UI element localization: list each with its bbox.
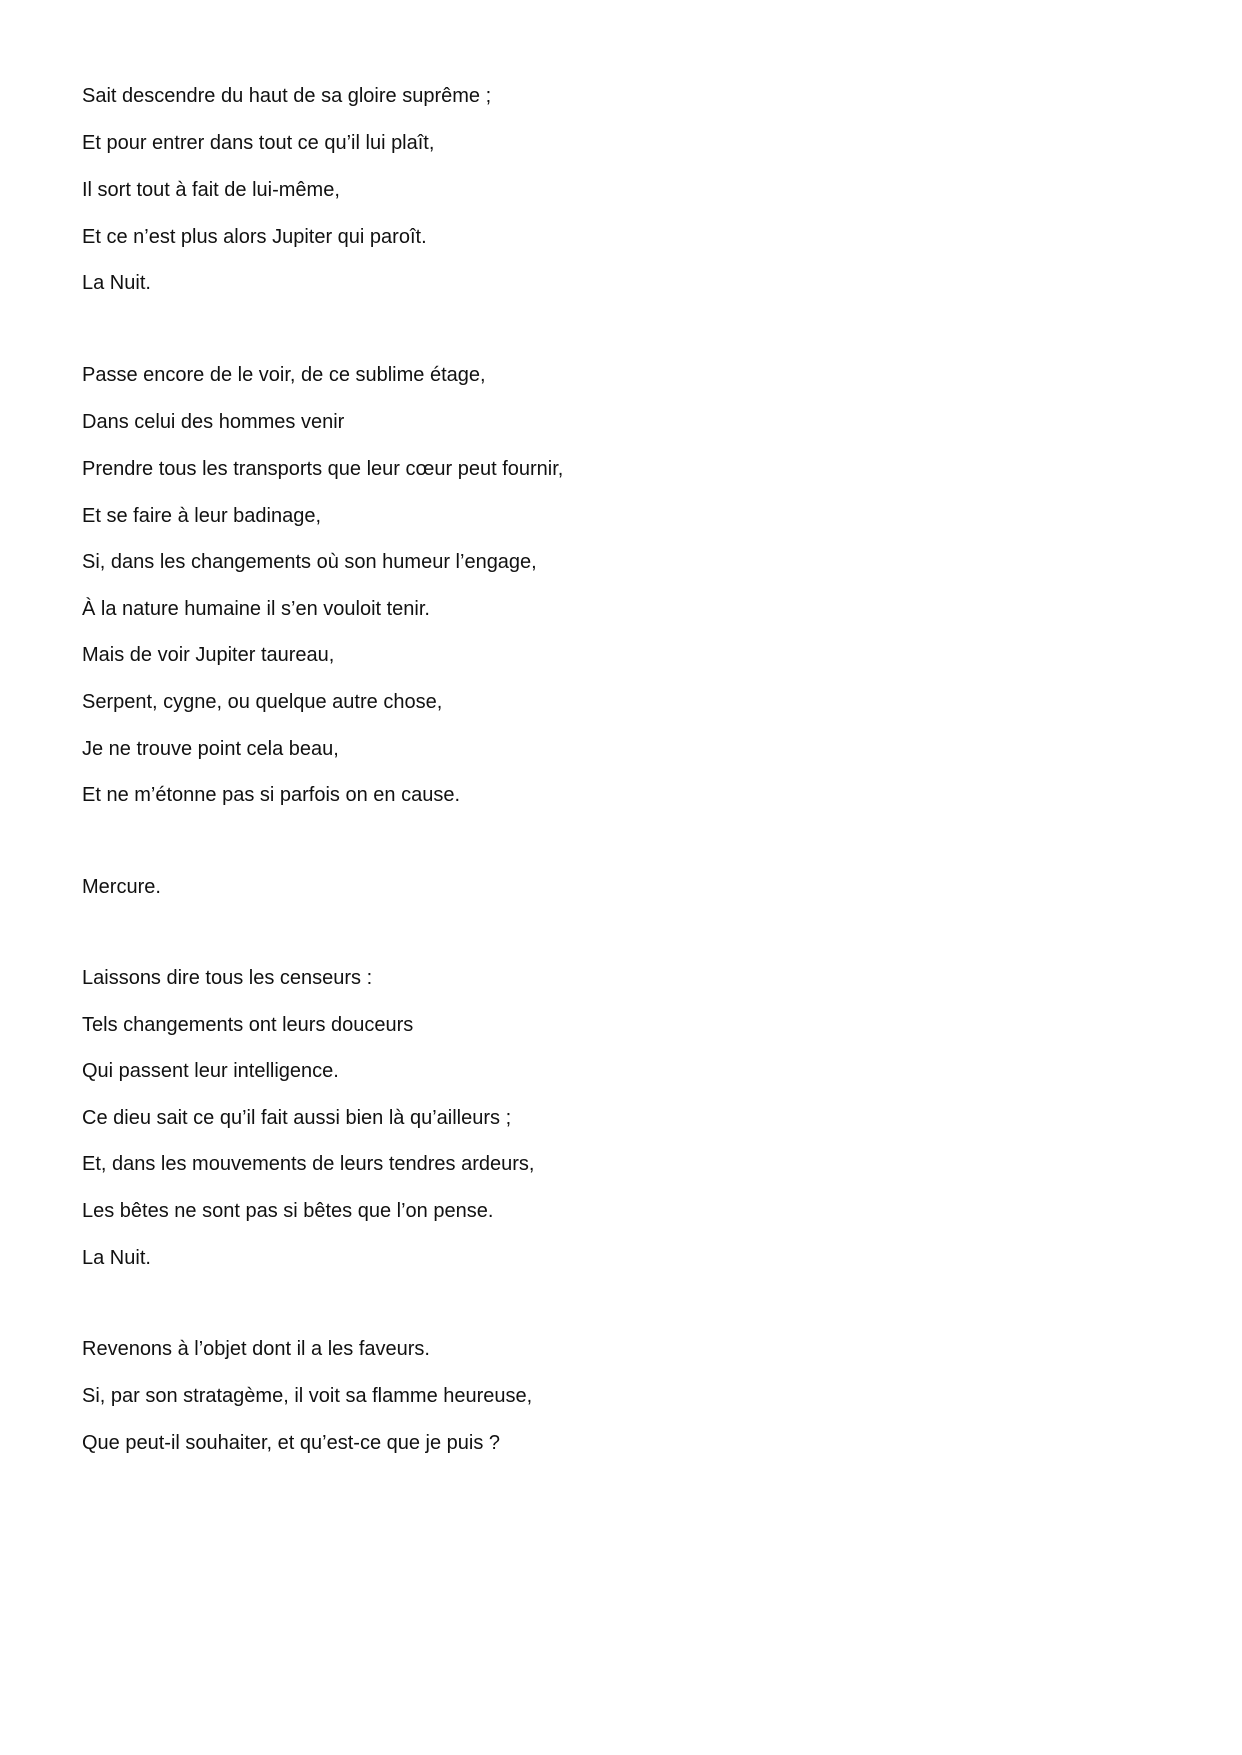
text-line: À la nature humaine il s’en vouloit tenir. bbox=[82, 598, 430, 620]
text-line: Serpent, cygne, ou quelque autre chose, bbox=[82, 691, 443, 713]
text-line: Et se faire à leur badinage, bbox=[82, 505, 322, 527]
text-line: Et, dans les mouvements de leurs tendres ardeurs, bbox=[82, 1153, 535, 1175]
text-line: Sait descendre du haut de sa gloire suprême ; bbox=[82, 85, 492, 107]
text-line: Mais de voir Jupiter taureau, bbox=[82, 644, 335, 666]
text-line: Revenons à l’objet dont il a les faveurs. bbox=[82, 1338, 430, 1360]
text-line: Et ne m’étonne pas si parfois on en cause. bbox=[82, 784, 461, 806]
text-line: Il sort tout à fait de lui-même, bbox=[82, 179, 340, 201]
text-line: Ce dieu sait ce qu’il fait aussi bien là qu’ailleurs ; bbox=[82, 1107, 512, 1129]
text-line: Prendre tous les transports que leur cœur peut fournir, bbox=[82, 458, 564, 480]
text-line: Qui passent leur intelligence. bbox=[82, 1060, 339, 1082]
text-line: Que peut-il souhaiter, et qu’est-ce que je puis ? bbox=[82, 1432, 501, 1454]
text-line: Si, dans les changements où son humeur l’engage, bbox=[82, 551, 537, 573]
speaker-name: La Nuit. bbox=[82, 1247, 151, 1269]
text-line: Dans celui des hommes venir bbox=[82, 411, 345, 433]
speaker-name: La Nuit. bbox=[82, 272, 151, 294]
text-line: Tels changements ont leurs douceurs bbox=[82, 1014, 414, 1036]
text-line: Et pour entrer dans tout ce qu’il lui plaît, bbox=[82, 132, 435, 154]
text-line: Si, par son stratagème, il voit sa flamme heureuse, bbox=[82, 1385, 533, 1407]
text-line: Je ne trouve point cela beau, bbox=[82, 738, 339, 760]
text-line: Et ce n’est plus alors Jupiter qui paroît. bbox=[82, 226, 427, 248]
text-line: Laissons dire tous les censeurs : bbox=[82, 967, 373, 989]
speaker-name: Mercure. bbox=[82, 876, 161, 898]
text-line: Passe encore de le voir, de ce sublime étage, bbox=[82, 364, 486, 386]
text-line: Les bêtes ne sont pas si bêtes que l’on pense. bbox=[82, 1200, 494, 1222]
